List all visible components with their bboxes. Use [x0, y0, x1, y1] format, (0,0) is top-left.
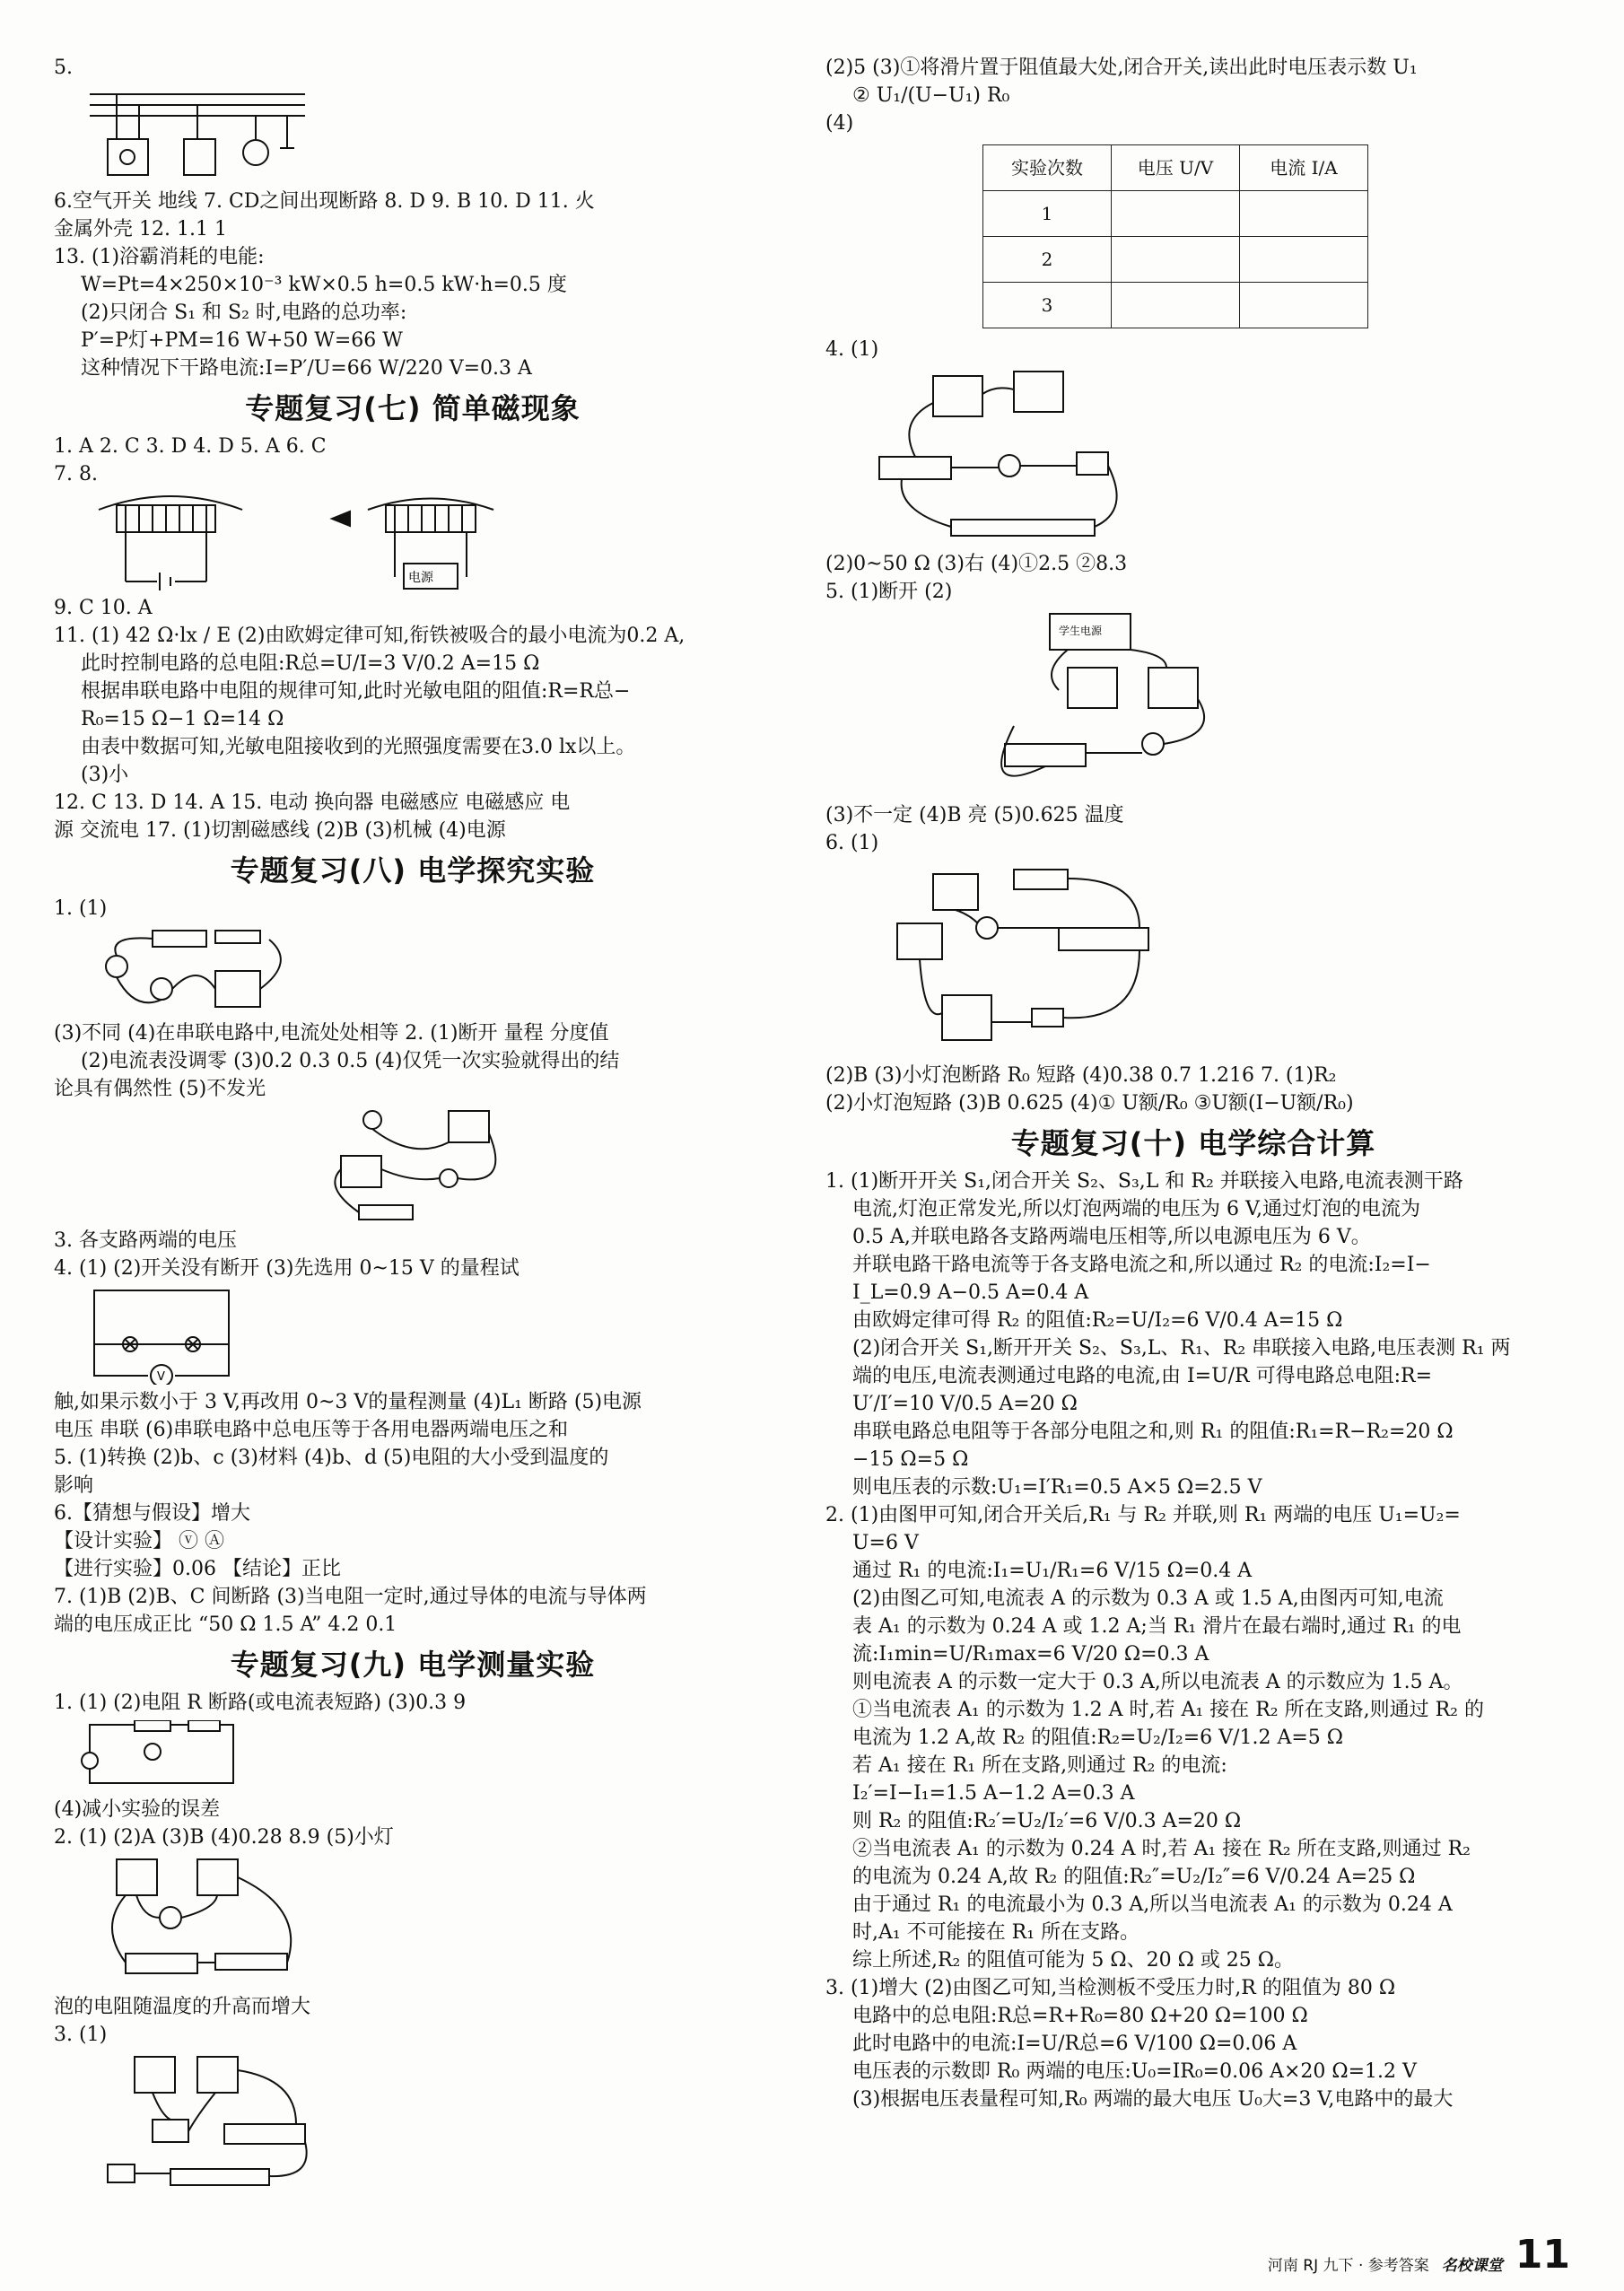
answer-line: 通过 R₁ 的电流:I₁=U₁/R₁=6 V/15 Ω=0.4 A [852, 1560, 1253, 1582]
answer-line: 1. (1) [54, 897, 108, 920]
answer-line: 并联电路干路电流等于各支路电流之和,所以通过 R₂ 的电流:I₂=I− [852, 1254, 1431, 1276]
ammeter-icon: Ⓐ [205, 1530, 225, 1552]
answer-line: 的电流为 0.24 A,故 R₂ 的阻值:R₂″=U₂/I₂″=6 V/0.24 A=25 Ω [852, 1866, 1416, 1888]
answer-line: 3. 各支路两端的电压 [54, 1229, 237, 1252]
answer-line: U′/I′=10 V/0.5 A=20 Ω [852, 1393, 1078, 1415]
answer-line: 6.【猜想与假设】增大 [54, 1502, 250, 1525]
page-footer [1267, 2232, 1570, 2278]
page-number: 11 [1515, 2232, 1570, 2278]
experiment-table [982, 144, 1368, 328]
power-supply-circuit-figure [960, 609, 1561, 798]
answer-line: (2)电流表没调零 (3)0.2 0.3 0.5 (4)仅凭一次实验就得出的结 [81, 1050, 620, 1072]
answer-line: (3)小 [81, 764, 129, 786]
answer-line: 源 交流电 17. (1)切割磁感线 (2)B (3)机械 (4)电源 [54, 819, 506, 842]
answer-line: 此时控制电路的总电阻:R总=U/I=3 V/0.2 A=15 Ω [81, 652, 540, 675]
answer-line: 金属外壳 12. 1.1 1 [54, 218, 227, 240]
answer-line: (2)由图乙可知,电流表 A 的示数为 0.3 A 或 1.5 A,由图丙可知,电流 [852, 1587, 1444, 1610]
answer-line: (4) [825, 112, 854, 135]
answer-line: 【进行实验】0.06 【结论】正比 [54, 1558, 341, 1580]
answer-line: (4)减小实验的误差 [54, 1798, 221, 1821]
table-row: 2 [983, 237, 1368, 283]
section-title: 专题复习(九) 电学测量实验 [230, 1648, 596, 1682]
answer-line: 6. (1) [825, 832, 879, 854]
answer-line: 1. (1) (2)电阻 R 断路(或电流表短路) (3)0.3 9 [54, 1692, 467, 1714]
answer-line: (2)只闭合 S₁ 和 S₂ 时,电路的总功率: [81, 302, 407, 324]
section-title: 专题复习(七) 简单磁现象 [245, 391, 581, 425]
answer-line: (3)不同 (4)在串联电路中,电流处处相等 2. (1)断开 量程 分度值 [54, 1022, 609, 1045]
answer-line: 7. (1)B (2)B、C 间断路 (3)当电阻一定时,通过导体的电流与导体两 [54, 1586, 647, 1608]
answer-line: 由表中数据可知,光敏电阻接收到的光照强度需要在3.0 lx以上。 [81, 736, 636, 758]
answer-line: 电压 串联 (6)串联电路中总电压等于各用电器两端电压之和 [54, 1419, 569, 1441]
answer-line: 12. C 13. D 14. A 15. 电动 换向器 电磁感应 电磁感应 电 [54, 791, 571, 814]
answer-line: 论具有偶然性 (5)不发光 [54, 1078, 266, 1100]
answer-line: 根据串联电路中电阻的规律可知,此时光敏电阻的阻值:R=R总− [81, 680, 631, 703]
section-title: 专题复习(八) 电学探究实验 [230, 853, 596, 888]
answer-line: 电流,灯泡正常发光,所以灯泡两端的电压为 6 V,通过灯泡的电流为 [852, 1198, 1421, 1220]
answer-line: 则 R₂ 的阻值:R₂′=U₂/I₂′=6 V/0.3 A=20 Ω [852, 1810, 1242, 1832]
answer-line: W=Pt=4×250×10⁻³ kW×0.5 h=0.5 kW·h=0.5 度 [81, 274, 567, 296]
answer-line: 2. (1) (2)A (3)B (4)0.28 8.9 (5)小灯 [54, 1826, 394, 1849]
right-column [825, 54, 1561, 2113]
answer-line: 流:I₁min=U/R₁max=6 V/20 Ω=0.3 A [852, 1643, 1209, 1666]
answer-line: I₂′=I−I₁=1.5 A−1.2 A=0.3 A [852, 1782, 1135, 1805]
resistance-circuit-figure [81, 2052, 772, 2196]
table-header: 实验次数 [983, 145, 1112, 191]
measurement-circuit-figure [81, 1720, 772, 1792]
household-circuit-figure [81, 85, 772, 184]
answer-line: 9. C 10. A [54, 597, 153, 619]
answer-line: ①当电流表 A₁ 的示数为 1.2 A 时,若 A₁ 接在 R₂ 所在支路,则通过 R₂ 的 [852, 1699, 1484, 1721]
answer-line: (2)闭合开关 S₁,断开开关 S₂、S₃,L、R₁、R₂ 串联接入电路,电压表测 R₁ 两 [852, 1337, 1511, 1360]
svg-text:电源: 电源 [408, 571, 433, 585]
voltage-circuit-figure [81, 1286, 772, 1385]
answer-line: 综上所述,R₂ 的阻值可能为 5 Ω、20 Ω 或 25 Ω。 [852, 1949, 1295, 1972]
table-row: 1 [983, 191, 1368, 237]
answer-line: R₀=15 Ω−1 Ω=14 Ω [81, 708, 284, 730]
svg-text:学生电源: 学生电源 [1059, 625, 1103, 637]
answer-line: 端的电压成正比 “50 Ω 1.5 A” 4.2 0.1 [54, 1613, 397, 1636]
answer-line: (3)根据电压表量程可知,R₀ 两端的最大电压 U₀大=3 V,电路中的最大 [852, 2088, 1454, 2111]
answer-line: 这种情况下干路电流:I=P′/U=66 W/220 V=0.3 A [81, 357, 532, 380]
answer-line: (3)不一定 (4)B 亮 (5)0.625 温度 [825, 804, 1124, 826]
answer-line: 此时电路中的电流:I=U/R总=6 V/100 Ω=0.06 A [852, 2033, 1297, 2055]
series-circuit-figure [81, 926, 772, 1016]
answer-line: 电路中的总电阻:R总=R+R₀=80 Ω+20 Ω=100 Ω [852, 2005, 1308, 2027]
answer-line: 则电压表的示数:U₁=I′R₁=0.5 A×5 Ω=2.5 V [852, 1476, 1262, 1499]
answer-line: 1. A 2. C 3. D 4. D 5. A 6. C [54, 435, 327, 458]
answer-line: 表 A₁ 的示数为 0.24 A 或 1.2 A;当 R₁ 滑片在最右端时,通过 R₁ 的电 [852, 1615, 1462, 1638]
lamp-circuit-figure [81, 1855, 772, 1989]
answer-line: I_L=0.9 A−0.5 A=0.4 A [852, 1281, 1089, 1304]
answer-line: 3. (1) [54, 2024, 108, 2046]
answer-line: 则电流表 A 的示数一定大于 0.3 A,所以电流表 A 的示数应为 1.5 A。 [852, 1671, 1463, 1693]
answer-line: 电流为 1.2 A,故 R₂ 的阻值:R₂=U₂/I₂=6 V/1.2 A=5 Ω [852, 1727, 1343, 1749]
answer-line: 4. (1) [825, 338, 879, 361]
answer-line: 由于通过 R₁ 的电流最小为 0.3 A,所以当电流表 A₁ 的示数为 0.24 A [852, 1893, 1453, 1916]
answer-line: 4. (1) (2)开关没有断开 (3)先选用 0~15 V 的量程试 [54, 1257, 520, 1280]
sliding-rheostat-figure [861, 367, 1561, 547]
answer-line: 时,A₁ 不可能接在 R₁ 所在支路。 [852, 1921, 1140, 1944]
left-column [54, 54, 772, 2199]
answer-line: 若 A₁ 接在 R₁ 所在支路,则通过 R₂ 的电流: [852, 1754, 1227, 1777]
svg-text:V: V [157, 1370, 165, 1384]
answer-line: 2. (1)由图甲可知,闭合开关后,R₁ 与 R₂ 并联,则 R₁ 两端的电压 U₁=U₂= [825, 1504, 1461, 1526]
table-header: 电压 U/V [1112, 145, 1240, 191]
answer-line: (2)5 (3)①将滑片置于阻值最大处,闭合开关,读出此时电压表示数 U₁ [825, 57, 1418, 79]
answer-line: 3. (1)增大 (2)由图乙可知,当检测板不受压力时,R 的阻值为 80 Ω [825, 1977, 1396, 1999]
electromagnet-figures [81, 492, 772, 590]
answer-line: 串联电路总电阻等于各部分电阻之和,则 R₁ 的阻值:R₁=R−R₂=20 Ω [852, 1421, 1454, 1443]
answer-line: 0.5 A,并联电路各支路两端电压相等,所以电源电压为 6 V。 [852, 1226, 1371, 1248]
answer-line: 1. (1)断开开关 S₁,闭合开关 S₂、S₃,L 和 R₂ 并联接入电路,电流表测干路 [825, 1170, 1463, 1193]
answer-line: 触,如果示数小于 3 V,再改用 0~3 V的量程测量 (4)L₁ 断路 (5)电源 [54, 1391, 642, 1413]
answer-line: 影响 [54, 1474, 94, 1497]
table-row: 3 [983, 283, 1368, 328]
parallel-circuit-figure [323, 1106, 772, 1223]
answer-line: P′=P灯+PM=16 W+50 W=66 W [81, 329, 403, 352]
footer-text: 河南 RJ 九下 · 参考答案 [1267, 2257, 1429, 2275]
answer-line: ②当电流表 A₁ 的示数为 0.24 A 时,若 A₁ 接在 R₂ 所在支路,则通过 R₂ [852, 1838, 1471, 1860]
brand-logo: 名校课堂 [1441, 2257, 1503, 2275]
answer-line: ② U₁/(U−U₁) R₀ [852, 84, 1010, 107]
answer-line: 13. (1)浴霸消耗的电能: [54, 246, 265, 268]
answer-line: 由欧姆定律可得 R₂ 的阻值:R₂=U/I₂=6 V/0.4 A=15 Ω [852, 1309, 1343, 1332]
lamp-power-circuit-figure [879, 861, 1561, 1058]
answer-line [54, 1527, 772, 1555]
answer-line: −15 Ω=5 Ω [852, 1448, 969, 1471]
answer-line: 端的电压,电流表测通过电路的电流,由 I=U/R 可得电路总电阻:R= [852, 1365, 1433, 1387]
answer-line: 6.空气开关 地线 7. CD之间出现断路 8. D 9. B 10. D 11. 火 [54, 190, 595, 213]
voltmeter-icon: ⓥ [179, 1530, 199, 1552]
table-header: 电流 I/A [1240, 145, 1368, 191]
answer-line: U=6 V [852, 1532, 919, 1554]
answer-line: 泡的电阻随温度的升高而增大 [54, 1996, 311, 2018]
design-label: 【设计实验】 [54, 1530, 173, 1552]
answer-line: 7. 8. [54, 463, 98, 485]
answer-line: 11. (1) 42 Ω·lx / E (2)由欧姆定律可知,衔铁被吸合的最小电流为0.2 A, [54, 625, 685, 647]
section-title: 专题复习(十) 电学综合计算 [1010, 1126, 1376, 1160]
answer-line: 5. (1)转换 (2)b、c (3)材料 (4)b、d (5)电阻的大小受到温度的 [54, 1447, 609, 1469]
answer-line: 电压表的示数即 R₀ 两端的电压:U₀=IR₀=0.06 A×20 Ω=1.2 V [852, 2060, 1417, 2083]
answer-line: 5. (1)断开 (2) [825, 581, 953, 603]
answer-line: (2)0~50 Ω (3)右 (4)①2.5 ②8.3 [825, 553, 1128, 575]
answer-line: (2)小灯泡短路 (3)B 0.625 (4)① U额/R₀ ③U额(I−U额/R₀) [825, 1092, 1354, 1115]
answer-line: (2)B (3)小灯泡断路 R₀ 短路 (4)0.38 0.7 1.216 7. (1)R₂ [825, 1064, 1337, 1087]
answer-line: 5. [54, 57, 73, 79]
